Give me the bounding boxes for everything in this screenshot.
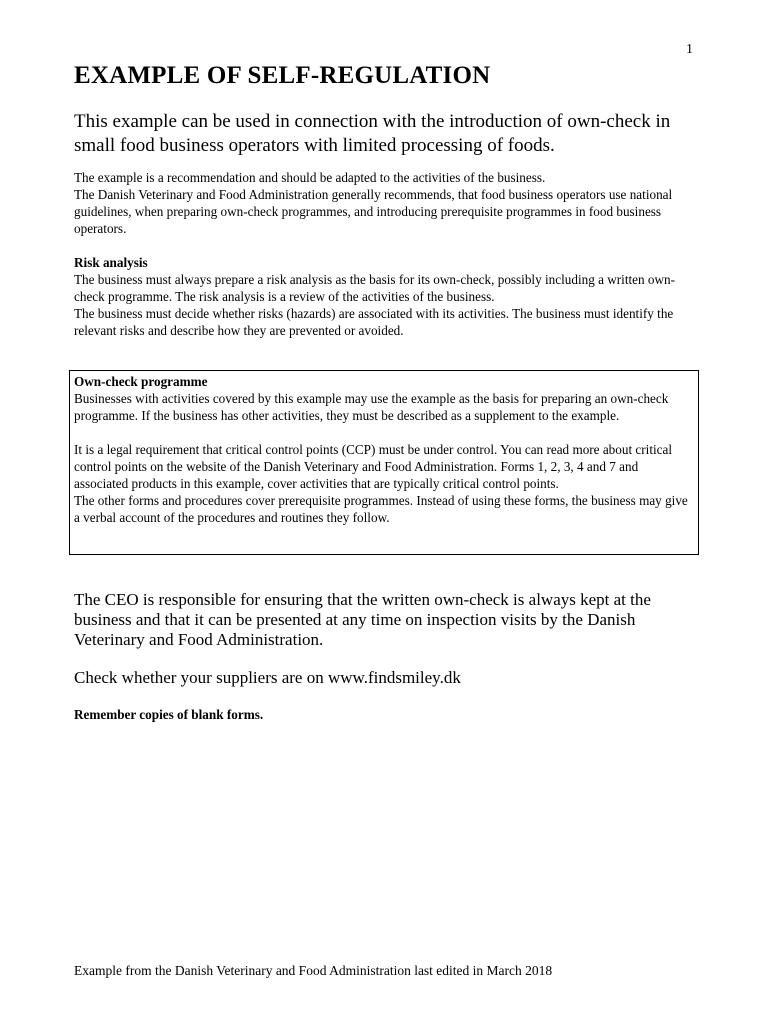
risk-analysis-para-2: The business must decide whether risks (hazards) are associated with its activities. The business must identify the relevant risks and describe how they are prevented or avoided. [74, 306, 674, 338]
own-check-heading: Own-check programme [74, 374, 208, 389]
ceo-responsibility-text: The CEO is responsible for ensuring that the written own-check is always kept at the business and that it can be presented at any time on inspection visits by the Danish Veterinary and Food Administration. [74, 590, 651, 649]
remember-blank-forms: Remember copies of blank forms. [74, 707, 264, 722]
check-suppliers-text: Check whether your suppliers are on www.findsmiley.dk [74, 668, 461, 687]
page-title: EXAMPLE OF SELF-REGULATION [74, 62, 491, 89]
own-check-para-2: It is a legal requirement that critical control points (CCP) must be under control. You can read more about critical control points on the website of the Danish Veterinary and Food Administration. Forms 1, 2, 3, 4 and 7 and associated products in this example, cover activities that are typically critical control points. [74, 442, 673, 491]
own-check-para-1: Businesses with activities covered by this example may use the example as the basis for preparing an own-check programme. If the business has other activities, they must be described as a supplement to the example. [74, 391, 669, 423]
page-footer: Example from the Danish Veterinary and Food Administration last edited in March 2018 [74, 963, 553, 978]
risk-analysis-section [74, 254, 704, 339]
intro-line-1: The example is a recommendation and should be adapted to the activities of the business. [74, 170, 546, 185]
risk-analysis-heading: Risk analysis [74, 255, 148, 270]
lead-paragraph: This example can be used in connection with the introduction of own-check in small food business operators with limited processing of foods. [74, 111, 671, 156]
intro-line-2: The Danish Veterinary and Food Administration generally recommends, that food business operators use national guidelines, when preparing own-check programmes, and introducing prerequisite programmes in food business operators. [74, 187, 673, 236]
own-check-programme-box [69, 370, 699, 555]
risk-analysis-para-1: The business must always prepare a risk analysis as the basis for its own-check, possibly including a written own-check programme. The risk analysis is a review of the activities of the business. [74, 272, 676, 304]
own-check-para-3: The other forms and procedures cover prerequisite programmes. Instead of using these forms, the business may give a verbal account of the procedures and routines they follow. [74, 493, 688, 525]
page-number: 1 [686, 42, 693, 57]
intro-section [74, 169, 714, 237]
